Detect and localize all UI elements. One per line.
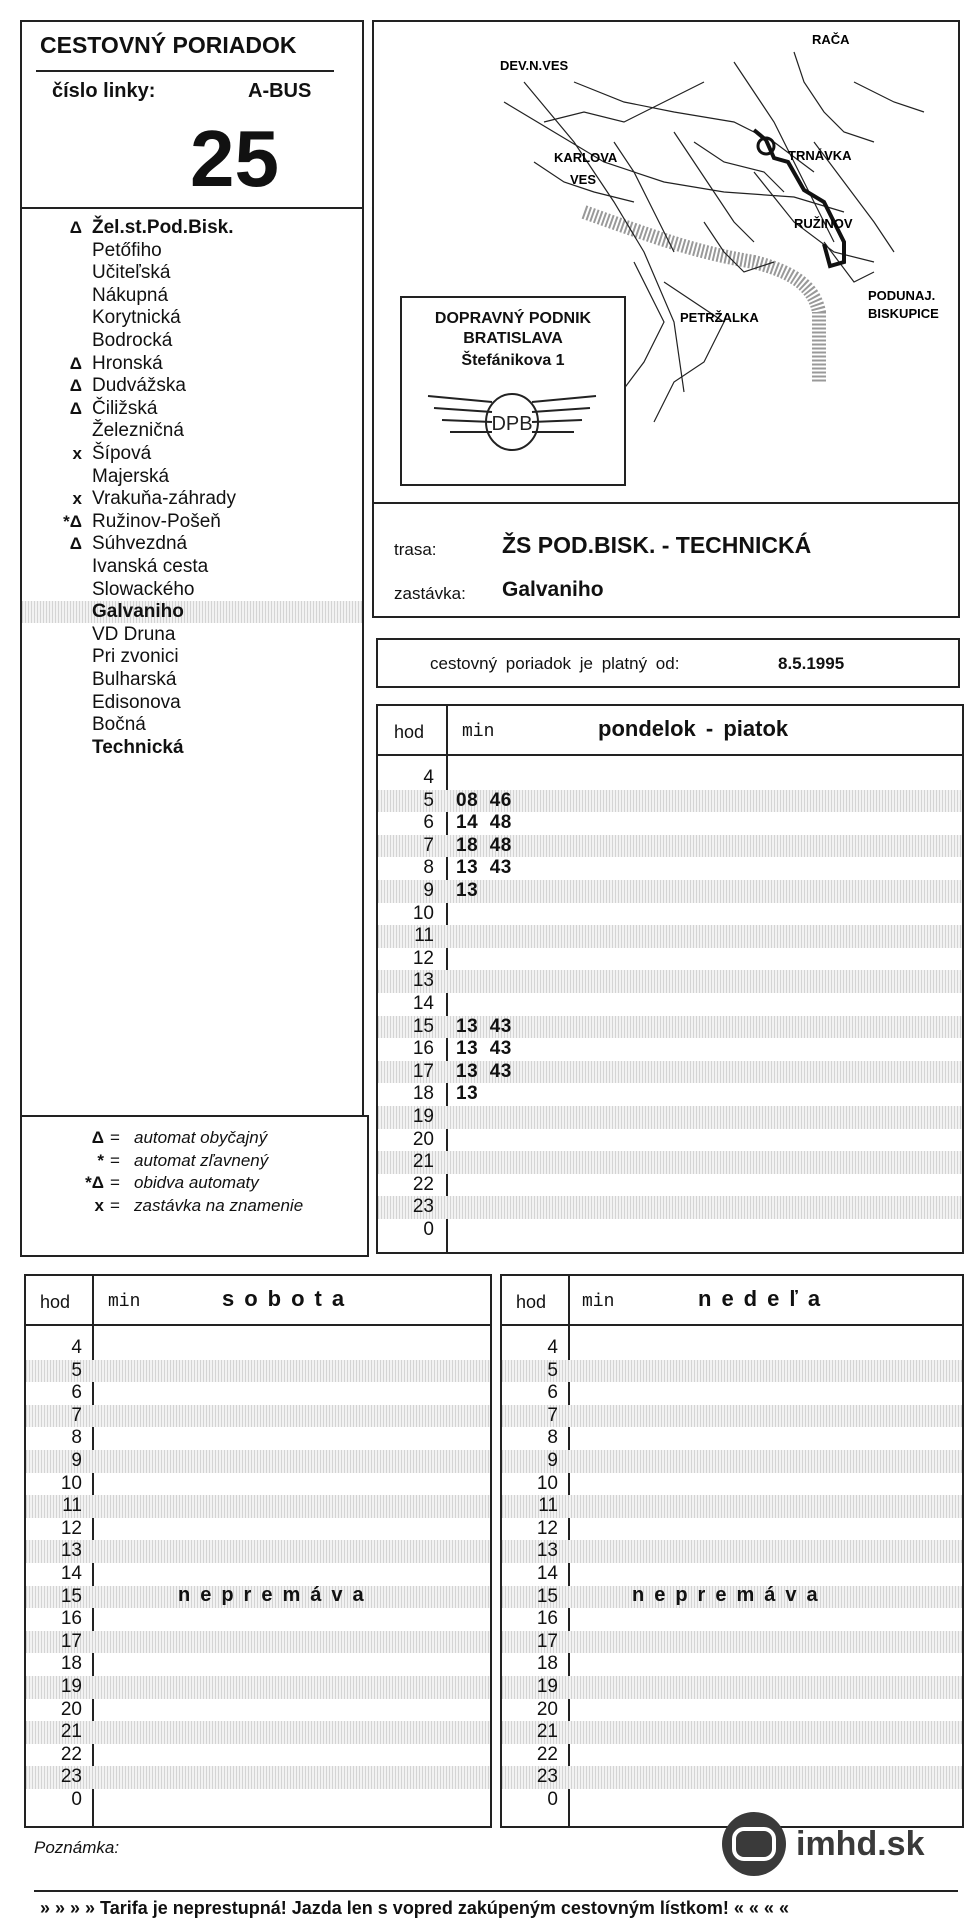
stop-name: Nákupná: [92, 284, 169, 306]
legend-box: [20, 1115, 369, 1257]
hour-cell: 6: [547, 1382, 558, 1404]
timetable-row: [26, 1631, 490, 1654]
operator-city: BRATISLAVA: [463, 330, 563, 347]
minutes-cell: 18 48: [456, 834, 512, 856]
hour-cell: 10: [412, 902, 434, 924]
stop-item: [22, 669, 362, 691]
map-label-dev: DEV.N.VES: [500, 58, 569, 73]
timetable-row: [26, 1405, 490, 1428]
hour-cell: 13: [412, 970, 434, 992]
legend-eq: =: [110, 1173, 120, 1192]
hour-cell: 14: [60, 1563, 82, 1584]
timetable-row: [26, 1676, 490, 1699]
stop-name: Pri zvonici: [92, 646, 179, 668]
timetable-row: [502, 1540, 962, 1563]
stop-item: [22, 556, 362, 578]
minutes-cell: 13: [456, 880, 479, 901]
stop-name: Majerská: [92, 465, 170, 487]
timetable-row: [26, 1699, 490, 1722]
hour-cell: 17: [412, 1060, 434, 1082]
stop-name: Bočná: [92, 714, 146, 736]
timetable-row: [26, 1721, 490, 1744]
minutes-cell: 14 48: [456, 812, 512, 834]
hour-cell: 4: [423, 767, 434, 788]
weekday-table: [376, 704, 964, 1254]
stop-item: [22, 511, 362, 533]
stop-name: Ivanská cesta: [92, 556, 209, 577]
stop-item: [22, 285, 362, 307]
stop-item: [22, 692, 362, 714]
validity-date: 8.5.1995: [778, 654, 845, 673]
map-label-petrzalka: PETRŽALKA: [680, 310, 759, 325]
hour-cell: 13: [60, 1540, 82, 1562]
stop-item: [22, 330, 362, 352]
timetable-row: [26, 1518, 490, 1541]
stop-item: [22, 262, 362, 284]
stop-name: Žel.st.Pod.Bisk.: [92, 217, 234, 238]
map-label-ruzinov: RUŽINOV: [794, 216, 853, 231]
stop-item: [22, 398, 362, 420]
map-label-podunaj: PODUNAJ.: [868, 288, 936, 303]
timetable-row: [502, 1473, 962, 1496]
hour-cell: 12: [412, 947, 434, 969]
footer-rule: [34, 1890, 958, 1892]
hour-cell: 0: [547, 1789, 558, 1810]
stop-label: zastávka:: [394, 584, 466, 603]
route-box: [372, 502, 960, 618]
hour-cell: 15: [412, 1015, 434, 1037]
header-divider: [26, 1324, 490, 1326]
timetable-row: [502, 1789, 962, 1812]
dpb-logo: [422, 384, 602, 468]
sunday-title: nedeľa: [698, 1286, 831, 1311]
operator-name: DOPRAVNÝ PODNIK: [434, 310, 592, 327]
timetable-row: [378, 903, 962, 926]
stop-name: VD Druna: [92, 623, 176, 645]
validity-label: cestovný poriadok je platný od:: [430, 654, 680, 673]
hour-cell: 21: [60, 1721, 82, 1743]
tariff-notice: » » » » Tarifa je neprestupná! Jazda len s vopred zakúpeným cestovným lístkom! « « « «: [40, 1898, 789, 1918]
stop-name: Vrakuňa-záhrady: [92, 488, 236, 510]
minutes-cell: 13: [456, 1083, 479, 1105]
legend-eq: =: [110, 1150, 120, 1170]
stop-name: Železničná: [92, 420, 184, 442]
timetable-row: [502, 1337, 962, 1360]
timetable-row: [502, 1744, 962, 1767]
hour-cell: 11: [538, 1495, 558, 1517]
stop-symbol: x: [72, 489, 82, 509]
hour-cell: 9: [423, 880, 434, 901]
legend-eq: =: [110, 1128, 120, 1147]
timetable-row: [378, 880, 962, 903]
hour-cell: 23: [536, 1766, 558, 1788]
hour-cell: 19: [412, 1106, 434, 1127]
timetable-row: [378, 1083, 962, 1106]
page-title: CESTOVNÝ PORIADOK: [40, 32, 297, 58]
stop-name: Petőfiho: [92, 239, 162, 261]
stop-name: Bodrocká: [92, 330, 173, 351]
map-label-raca: RAČA: [812, 32, 850, 47]
min-header: min: [108, 1292, 141, 1312]
timetable-row: [26, 1766, 490, 1789]
legend-txt: automat obyčajný: [134, 1128, 268, 1147]
hour-cell: 18: [412, 1083, 434, 1105]
validity-box: [376, 638, 960, 688]
stop-symbol: x: [72, 444, 82, 463]
stop-name: Šípová: [92, 443, 152, 464]
stops-box: [20, 207, 364, 1117]
hour-cell: 10: [536, 1472, 558, 1494]
timetable-row: [378, 970, 962, 993]
stop-item: [22, 375, 362, 397]
legend-txt: zastávka na znamenie: [134, 1195, 304, 1215]
stop-symbol: *Δ: [63, 511, 82, 531]
timetable-row: [502, 1563, 962, 1586]
timetable-row: [378, 1129, 962, 1152]
hour-cell: 12: [60, 1517, 82, 1539]
svg-text:DPB: DPB: [491, 413, 533, 435]
saturday-table: [24, 1274, 492, 1828]
timetable-row: [378, 1061, 962, 1084]
timetable-row: [378, 993, 962, 1016]
legend-sym: x: [94, 1195, 104, 1215]
hour-cell: 20: [412, 1128, 434, 1150]
timetable-row: [26, 1563, 490, 1586]
hour-cell: 11: [414, 925, 434, 947]
title-divider: [36, 70, 334, 72]
timetable-row: [378, 1038, 962, 1061]
timetable-row: [378, 835, 962, 858]
hour-cell: 16: [536, 1608, 558, 1630]
line-label: číslo linky:: [52, 80, 156, 102]
timetable-row: [502, 1427, 962, 1450]
legend-sym: *Δ: [85, 1173, 104, 1192]
hour-cell: 4: [547, 1337, 558, 1358]
stop-item: [22, 240, 362, 262]
timetable-row: [502, 1653, 962, 1676]
minutes-cell: 13 43: [456, 1060, 512, 1082]
hour-cell: 22: [536, 1743, 558, 1765]
trasa-label: trasa:: [394, 540, 437, 559]
hour-cell: 7: [547, 1404, 558, 1426]
timetable-row: [26, 1337, 490, 1360]
hour-cell: 14: [536, 1563, 558, 1584]
hour-cell: 6: [423, 812, 434, 834]
timetable-row: [26, 1744, 490, 1767]
timetable-row: [26, 1427, 490, 1450]
legend-item: [22, 1150, 362, 1172]
timetable-row: [378, 790, 962, 813]
timetable-row: [502, 1721, 962, 1744]
imhd-logo-icon: [722, 1812, 786, 1876]
map-label-ves: VES: [570, 172, 597, 187]
map-label-karlova: KARLOVA: [554, 150, 618, 165]
timetable-row: [502, 1518, 962, 1541]
minutes-cell: 13 43: [456, 857, 512, 879]
hour-cell: 21: [536, 1721, 558, 1743]
stop-item: [22, 737, 362, 759]
header-divider: [502, 1324, 962, 1326]
saturday-title: sobota: [222, 1286, 355, 1311]
stop-name: Čiližská: [92, 397, 158, 419]
minutes-cell: 08 46: [456, 789, 512, 811]
timetable-row: [502, 1676, 962, 1699]
hour-cell: 0: [71, 1789, 82, 1810]
operator-box: [400, 296, 626, 486]
hour-cell: 7: [71, 1404, 82, 1426]
map-box: [372, 20, 960, 504]
hour-cell: 12: [536, 1517, 558, 1539]
note-label: Poznámka:: [34, 1838, 120, 1857]
timetable-row: [26, 1540, 490, 1563]
timetable-row: [26, 1608, 490, 1631]
stop-symbol: Δ: [69, 534, 82, 554]
timetable-row: [378, 1106, 962, 1129]
legend-item: [22, 1127, 362, 1149]
imhd-brand[interactable]: [722, 1812, 924, 1876]
hour-cell: 19: [536, 1676, 558, 1697]
hour-cell: 23: [60, 1766, 82, 1788]
timetable-row: [502, 1450, 962, 1473]
hour-cell: 15: [60, 1585, 82, 1607]
timetable-row: [502, 1766, 962, 1789]
hour-cell: 22: [412, 1173, 434, 1195]
hour-cell: 4: [71, 1337, 82, 1358]
hour-cell: 19: [60, 1676, 82, 1697]
hour-cell: 14: [412, 993, 434, 1014]
hour-cell: 8: [423, 857, 434, 879]
stop-name: Korytnická: [92, 307, 181, 329]
stop-name: Edisonova: [92, 691, 181, 713]
hour-cell: 23: [412, 1196, 434, 1218]
timetable-row: [26, 1360, 490, 1383]
legend-item: [22, 1195, 362, 1217]
stop-item: [22, 420, 362, 442]
timetable-row: [502, 1608, 962, 1631]
stop-name: Galvaniho: [92, 601, 184, 623]
stop-item: [22, 624, 362, 646]
stop-item: [22, 217, 362, 239]
min-header: min: [462, 722, 495, 742]
stop-item: [22, 307, 362, 329]
line-type: A-BUS: [248, 80, 312, 102]
legend-txt: automat zľavnený: [134, 1150, 269, 1170]
hour-cell: 15: [536, 1585, 558, 1607]
weekday-title: pondelok - piatok: [598, 716, 789, 741]
timetable-row: [26, 1450, 490, 1473]
hour-cell: 10: [60, 1472, 82, 1494]
legend-eq: =: [110, 1195, 120, 1215]
hour-cell: 18: [536, 1653, 558, 1675]
header-box: [20, 20, 364, 209]
stop-name: Súhvezdná: [92, 533, 188, 555]
map-label-trnavka: TRNÁVKA: [788, 148, 852, 163]
timetable-row: [378, 948, 962, 971]
timetable-row: [502, 1360, 962, 1383]
timetable-row: [26, 1495, 490, 1518]
stop-item: [22, 646, 362, 668]
timetable-row: [378, 1174, 962, 1197]
timetable-row: [502, 1405, 962, 1428]
legend-item: [22, 1172, 362, 1194]
minutes-cell: 13 43: [456, 1038, 512, 1060]
stop-value: Galvaniho: [502, 578, 604, 601]
hour-cell: 16: [412, 1038, 434, 1060]
hod-header: hod: [40, 1292, 71, 1312]
line-number: 25: [190, 114, 279, 203]
hour-cell: 17: [60, 1630, 82, 1652]
stop-symbol: Δ: [69, 376, 82, 396]
minutes-cell: 13 43: [456, 1015, 512, 1037]
hour-cell: 8: [547, 1427, 558, 1449]
header-divider: [378, 754, 962, 756]
hour-cell: 22: [60, 1743, 82, 1765]
min-header: min: [582, 1292, 615, 1312]
stop-item: [22, 533, 362, 555]
stop-name: Dudvážska: [92, 375, 186, 397]
hour-cell: 5: [423, 789, 434, 811]
stop-item: [22, 601, 362, 623]
hour-cell: 6: [71, 1382, 82, 1404]
stop-item: [22, 579, 362, 601]
stop-name: Bulharská: [92, 669, 177, 690]
hod-header: hod: [394, 722, 425, 742]
stop-symbol: Δ: [69, 353, 82, 373]
timetable-row: [378, 1016, 962, 1039]
timetable-row: [378, 812, 962, 835]
timetable-row: [502, 1699, 962, 1722]
trasa-value: ŽS POD.BISK. - TECHNICKÁ: [502, 532, 812, 558]
stop-name: Hronská: [92, 352, 163, 374]
stop-name: Technická: [92, 736, 184, 758]
hour-cell: 11: [62, 1495, 82, 1517]
hour-cell: 0: [423, 1219, 434, 1240]
hour-cell: 18: [60, 1653, 82, 1675]
hour-cell: 21: [412, 1151, 434, 1173]
stop-item: [22, 353, 362, 375]
timetable-row: [378, 857, 962, 880]
legend-sym: Δ: [91, 1128, 104, 1147]
timetable-row: [26, 1789, 490, 1812]
timetable-row: [378, 1151, 962, 1174]
timetable-row: [378, 767, 962, 790]
stop-symbol: Δ: [69, 218, 82, 237]
timetable-row: [26, 1473, 490, 1496]
sunday-table: [500, 1274, 964, 1828]
legend-sym: *: [97, 1150, 104, 1170]
imhd-label: imhd.sk: [796, 1824, 925, 1863]
stop-name: Slowackého: [92, 578, 195, 600]
stop-symbol: Δ: [69, 398, 82, 418]
timetable-row: [378, 1196, 962, 1219]
timetable-row: [26, 1653, 490, 1676]
timetable-row: [502, 1631, 962, 1654]
stop-name: Učiteľská: [92, 262, 171, 284]
map-label-biskupice: BISKUPICE: [868, 306, 939, 321]
hour-cell: 16: [60, 1608, 82, 1630]
timetable-row: [502, 1382, 962, 1405]
stop-name: Ružinov-Pošeň: [92, 510, 221, 532]
hour-cell: 7: [423, 834, 434, 856]
timetable-row: [378, 1219, 962, 1242]
hour-cell: 20: [60, 1698, 82, 1720]
hod-header: hod: [516, 1292, 547, 1312]
hour-cell: 9: [547, 1450, 558, 1471]
hour-cell: 9: [71, 1450, 82, 1471]
stop-item: [22, 443, 362, 465]
legend-txt: obidva automaty: [134, 1173, 259, 1192]
timetable-row: [502, 1495, 962, 1518]
hour-cell: 13: [536, 1540, 558, 1562]
timetable-row: [378, 925, 962, 948]
hour-cell: 17: [536, 1630, 558, 1652]
stop-item: [22, 488, 362, 510]
stop-item: [22, 714, 362, 736]
hour-cell: 20: [536, 1698, 558, 1720]
hour-cell: 5: [71, 1359, 82, 1381]
operator-address: Štefánikova 1: [461, 352, 565, 369]
hour-cell: 8: [71, 1427, 82, 1449]
stop-item: [22, 466, 362, 488]
saturday-note: nepremáva: [178, 1584, 374, 1606]
sunday-note: nepremáva: [632, 1584, 828, 1606]
timetable-row: [26, 1382, 490, 1405]
hour-cell: 5: [547, 1359, 558, 1381]
